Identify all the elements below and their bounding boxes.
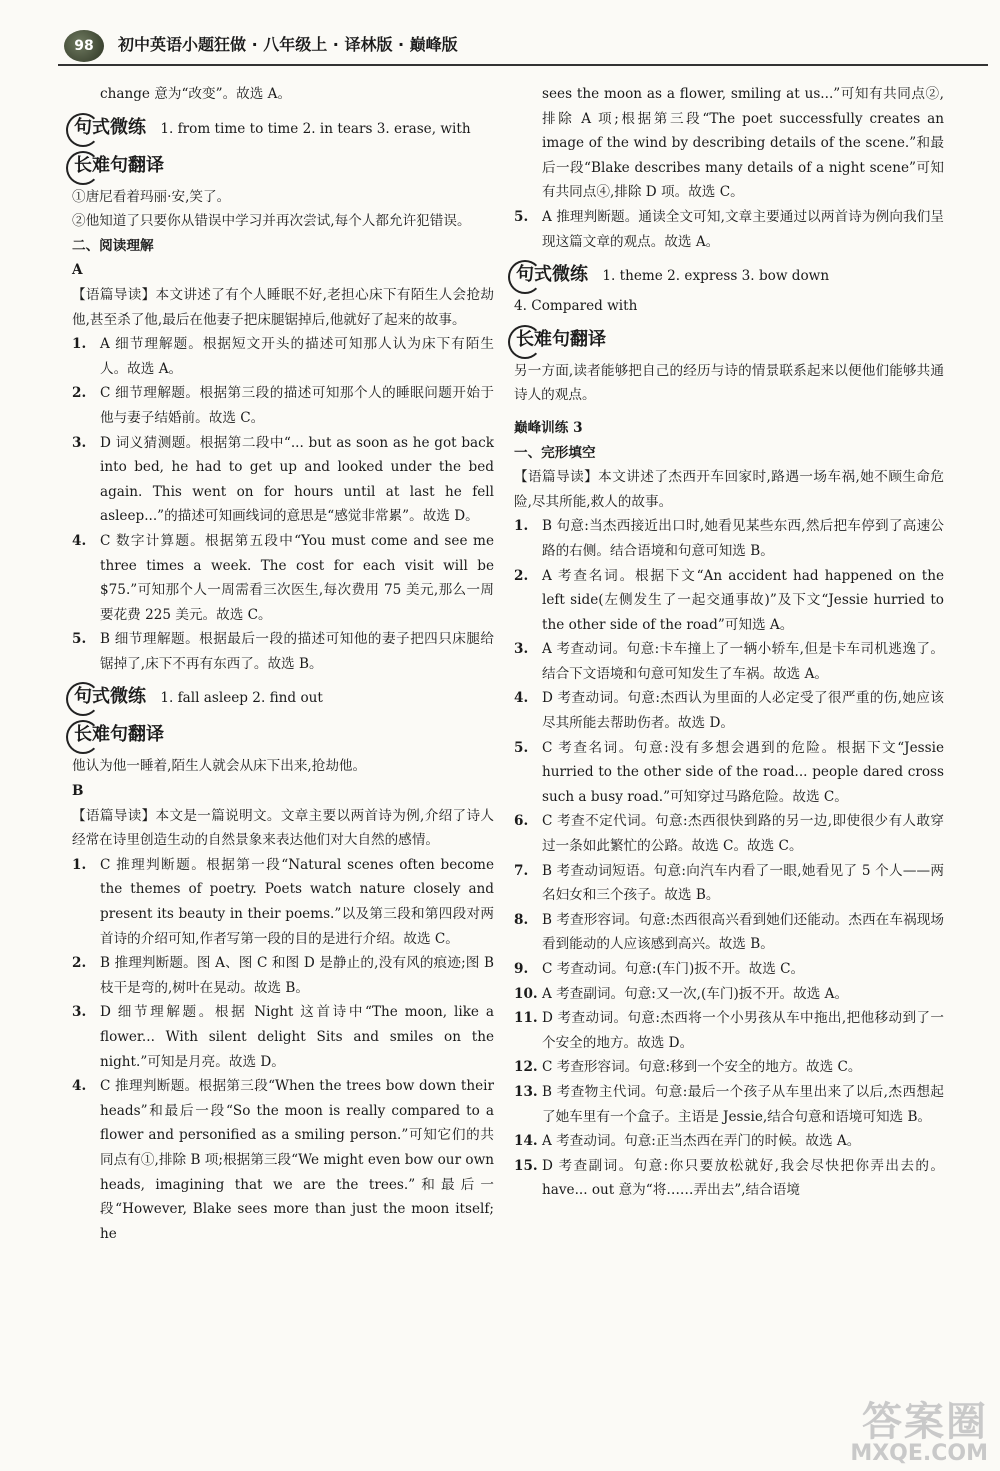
translation-block-2 [72, 718, 494, 752]
answer-item: 3. D 词义猜测题。根据第二段中“... but as soon as he got back into bed, he had to get up and looked under the bed again. This went on for hours until at last he fell asleep...”的描述可知画线词的意思是“感觉非常累”。故选 D。 [72, 434, 494, 525]
translation-item: 他认为他一睡着,陌生人就会从床下出来,抢劫他。 [72, 758, 367, 775]
right-column [514, 82, 944, 1203]
watermark-logo: 答案圈 [862, 1399, 988, 1445]
answer-item: 7. B 考查动词短语。句意:向汽车内看了一眼,她看见了 5 个人——两名妇女和三个孩子。故选 B。 [514, 862, 944, 904]
answer-item: 3. A 考查动词。句意:卡车撞上了一辆小轿车,但是卡车司机逃逸了。结合下文语境和句意可知发生了车祸。故选 A。 [514, 641, 944, 682]
sentence-practice-1 [72, 111, 494, 145]
answer-item: 5. B 细节理解题。根据最后一段的描述可知他的妻子把四只床腿给锯掉了,床下不再有东西了。故选 B。 [72, 631, 494, 672]
translation-block-3 [514, 323, 944, 357]
passage-label-a: A [72, 262, 83, 279]
header-rule [58, 64, 988, 66]
answer-item: 2. C 细节理解题。根据第三段的描述可知那个人的睡眠问题开始于他与妻子结婚前。故选 C。 [72, 385, 494, 426]
answer-item: 1. B 句意:当杰西接近出口时,她看见某些东西,然后把车停到了高速公路的右侧。结合语境和句意可知选 B。 [514, 518, 944, 559]
sentence-practice-answers: 1. fall asleep 2. find out [160, 690, 323, 707]
sentence-practice-answers: 1. theme 2. express 3. bow down [602, 268, 830, 285]
answer-item: 12. C 考查形容词。句意:移到一个安全的地方。故选 C。 [514, 1059, 862, 1076]
drill-title: 巅峰训练 3 [514, 419, 583, 436]
answer-item: 14. A 考查动词。句意:正当杰西在弄门的时候。故选 A。 [514, 1133, 861, 1150]
sentence-practice-3 [514, 258, 944, 292]
left-column [72, 82, 494, 1246]
passage-label-b: B [72, 783, 84, 800]
answer-item: 13. B 考查物主代词。句意:最后一个孩子从车里出来了以后,杰西想起了她车里有一个盒子。主语是 Jessie,结合句意和语境可知选 B。 [514, 1083, 944, 1125]
section-heading: 一、完形填空 [514, 444, 596, 461]
sentence-practice-answers: 1. from time to time 2. in tears 3. erase, with [160, 120, 471, 137]
continued-text: change 意为“改变”。故选 A。 [100, 86, 292, 102]
site-watermark [818, 1401, 988, 1465]
sentence-practice-label: 句式微练 [514, 258, 592, 292]
book-title: 初中英语小题狂做 · 八年级上 · 译林版 · 巅峰版 [118, 35, 458, 54]
answer-item: 4. C 数字计算题。根据第五段中“You must come and see me three times a week. The cost for each visit will be $75.”可知那个人一周需看三次医生,每次费用 75 美元,那么一周要花费 225 美元。故选 C。 [72, 532, 494, 623]
passage-guide-c: 【语篇导读】本文讲述了杰西开车回家时,路遇一场车祸,她不顾生命危险,尽其所能,救人的故事。 [514, 469, 944, 510]
watermark-domain: MXQE.COM [850, 1441, 988, 1466]
answer-item: 8. B 考查形容词。句意:杰西很高兴看到她们还能动。杰西在车祸现场看到能动的人应该感到高兴。故选 B。 [514, 911, 944, 953]
answer-item: 6. C 考查不定代词。句意:杰西很快到路的另一边,即使很少有人敢穿过一条如此繁忙的公路。故选 C。故选 C。 [514, 813, 944, 855]
answer-item: 5. A 推理判断题。通读全文可知,文章主要通过以两首诗为例向我们呈现这篇文章的观点。故选 A。 [514, 208, 944, 250]
translation-label: 长难句翻译 [72, 149, 168, 183]
answer-item: 5. C 考查名词。句意:没有多想会遇到的危险。根据下文“Jessie hurried to the other side of the road... people dared cross such a busy road.”可知穿过马路危险。故选 C。 [514, 739, 944, 805]
answer-item: 9. C 考查动词。句意:(车门)扳不开。故选 C。 [514, 961, 805, 977]
translation-label: 长难句翻译 [72, 718, 168, 752]
answer-item: 11. D 考查动词。句意:杰西将一个小男孩从车中拖出,把他移动到了一个安全的地方。故选 D。 [514, 1010, 944, 1051]
answer-item: 1. A 细节理解题。根据短文开头的描述可知那人认为床下有陌生人。故选 A。 [72, 336, 494, 377]
answer-item: 4. D 考查动词。句意:杰西认为里面的人必定受了很严重的伤,她应该尽其所能去帮助伤者。故选 D。 [514, 690, 944, 732]
page-header [58, 8, 988, 66]
answer-item: 10. A 考查副词。句意:又一次,(车门)扳不开。故选 A。 [514, 985, 849, 1002]
translation-item: 另一方面,读者能够把自己的经历与诗的情景联系起来以便他们能够共通诗人的观点。 [514, 362, 944, 404]
passage-guide-a: 【语篇导读】本文讲述了有个人睡眠不好,老担心床下有陌生人会抢劫他,甚至杀了他,最后在他妻子把床腿锯掉后,他就好了起来的故事。 [72, 286, 494, 328]
translation-label: 长难句翻译 [514, 323, 610, 357]
answer-item: 4. C 推理判断题。根据第三段“When the trees bow down their heads”和最后一段“So the moon is really compared to a flower and personified as a smiling person.”可知它们的共同点有①,排除 B 项;根据第三段“We might even bow our own heads, imagining that we are the trees.”和最后一段“However, Blake sees more than just the moon itself; he [72, 1078, 494, 1242]
sentence-practice-2 [72, 680, 494, 714]
passage-guide-b: 【语篇导读】本文是一篇说明文。文章主要以两首诗为例,介绍了诗人经常在诗里创造生动的自然景象来表达他们对大自然的感情。 [72, 807, 494, 849]
continued-text: sees the moon as a flower, smiling at us...”可知有共同点②,排除 A 项;根据第三段“The poet successfully creates an image of the wind by describing details of the scene.”和最后一段“Blake describes many details of a night scene”可知有共同点④,排除 D 项。故选 C。 [542, 86, 944, 201]
translation-block-1 [72, 149, 494, 183]
answer-item: 3. D 细节理解题。根据 Night 这首诗中“The moon, like a flower... With silent delight Sits and smiles on the night.”可知是月亮。故选 D。 [72, 1004, 494, 1070]
answer-item: 2. A 考查名词。根据下文“An accident had happened on the left side(左侧发生了一起交通事故)”及下文“Jessie hurried to the other side of the road”可知选 A。 [514, 567, 944, 633]
answer-item: 1. C 推理判断题。根据第一段“Natural scenes often become the themes of poetry. Poets watch nature closely and present its beauty in their poems.”以及第三段和第四段对两首诗的介绍可知,作者写第一段的目的是进行介绍。故选 C。 [72, 856, 494, 947]
section-heading: 二、阅读理解 [72, 237, 154, 254]
translation-item: ②他知道了只要你从错误中学习并再次尝试,每个人都允许犯错误。 [72, 213, 471, 230]
translation-item: ①唐尼看着玛丽·安,笑了。 [72, 188, 231, 205]
page-number: 98 [64, 30, 104, 62]
answer-item: 2. B 推理判断题。图 A、图 C 和图 D 是静止的,没有风的痕迹;图 B 枝干是弯的,树叶在晃动。故选 B。 [72, 955, 494, 996]
sentence-practice-answers-2: 4. Compared with [514, 298, 638, 315]
sentence-practice-label: 句式微练 [72, 680, 150, 714]
sentence-practice-label: 句式微练 [72, 111, 150, 145]
answer-item: 15. D 考查副词。句意:你只要放松就好,我会尽快把你弄出去的。have... out 意为“将……弄出去”,结合语境 [514, 1157, 944, 1199]
